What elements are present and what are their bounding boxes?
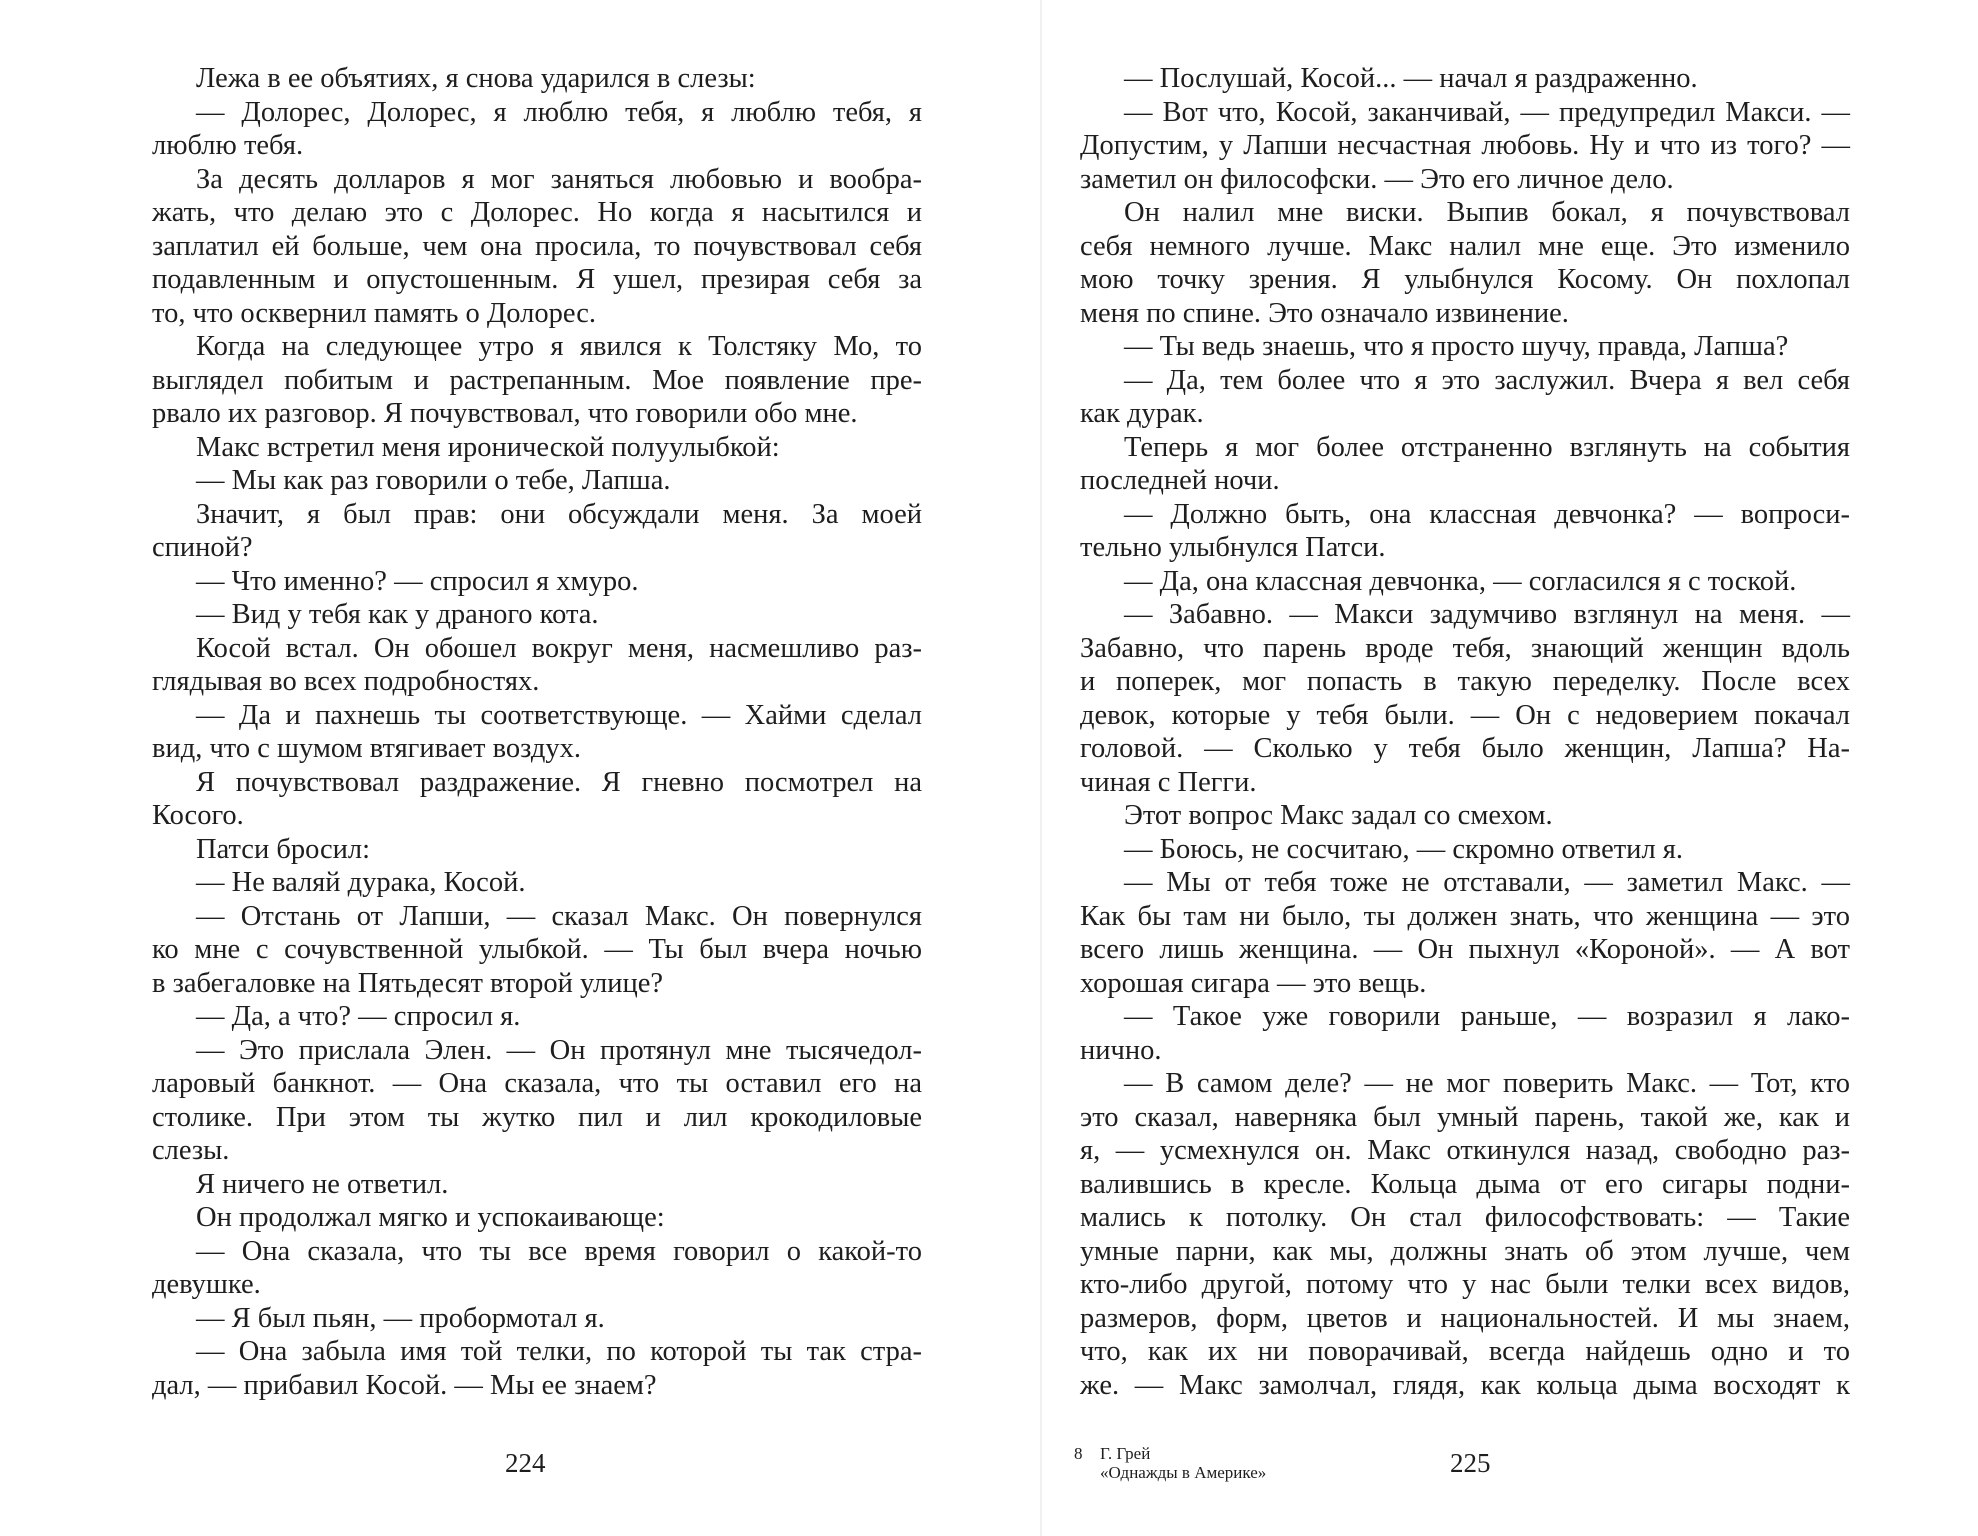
- left-text-line: — Вид у тебя как у драного кота.: [196, 599, 599, 630]
- left-text-line: подавленным и опустошенным. Я ушел, презирая себя за: [152, 264, 922, 295]
- left-text-line: спиной?: [152, 532, 253, 563]
- right-text-line: — Да, тем более что я это заслужил. Вчера я вел себя: [1124, 364, 1850, 396]
- right-text-line: же. — Макс замолчал, глядя, как кольца дыма восходят к: [1080, 1369, 1850, 1401]
- left-text-line: девушке.: [152, 1269, 261, 1300]
- right-text-line: меня по спине. Это означало извинение.: [1080, 297, 1569, 329]
- right-text-line: валившись в кресле. Кольца дыма от его сигары подни-: [1080, 1168, 1850, 1200]
- right-text-line: умные парни, как мы, должны знать об этом лучше, чем: [1080, 1235, 1850, 1267]
- right-text-line: Забавно, что парень вроде тебя, знающий женщин вдоль: [1080, 632, 1850, 664]
- right-text-line: — Ты ведь знаешь, что я просто шучу, правда, Лапша?: [1124, 331, 1789, 362]
- right-text-line: — Мы от тебя тоже не отставали, — заметил Макс. —: [1124, 867, 1850, 898]
- left-text-line: дал, — прибавил Косой. — Мы ее знаем?: [152, 1369, 657, 1401]
- left-text-line: вид, что с шумом втягивает воздух.: [152, 733, 581, 764]
- right-text-line: Теперь я мог более отстраненно взглянуть на события: [1124, 431, 1850, 463]
- left-text-line: ларовый банкнот. — Она сказала, что ты оставил его на: [152, 1068, 922, 1099]
- left-text-line: — Отстань от Лапши, — сказал Макс. Он повернулся: [196, 900, 922, 932]
- right-text-line: размеров, форм, цветов и национальностей. И мы знаем,: [1080, 1302, 1850, 1334]
- left-text-line: ко мне с сочувственной улыбкой. — Ты был вчера ночью: [152, 934, 922, 965]
- right-text-line: как дурак.: [1080, 398, 1204, 429]
- left-text-line: — Не валяй дурака, Косой.: [196, 867, 526, 898]
- left-text-line: Патси бросил:: [196, 833, 371, 865]
- right-text-line: нично.: [1080, 1034, 1162, 1066]
- left-text-line: слезы.: [152, 1135, 230, 1166]
- left-text-line: рвало их разговор. Я почувствовал, что говорили обо мне.: [152, 398, 858, 429]
- right-text-line: головой. — Сколько у тебя было женщин, Лапша? На-: [1080, 733, 1850, 764]
- left-text-line: — Да и пахнешь ты соответствующе. — Хайми сделал: [196, 699, 922, 731]
- left-text-line: Я почувствовал раздражение. Я гневно посмотрел на: [196, 766, 922, 798]
- left-text-line: Макс встретил меня иронической полуулыбкой:: [196, 431, 780, 463]
- right-text-line: девок, которые у тебя были. — Он с недоверием покачал: [1080, 699, 1850, 731]
- right-text-line: Как бы там ни было, ты должен знать, что женщина — это: [1080, 900, 1850, 932]
- left-text-line: За десять долларов я мог заняться любовью и вообра-: [196, 163, 922, 195]
- left-text-line: столике. При этом ты жутко пил и лил крокодиловые: [152, 1101, 922, 1133]
- left-text-line: — Она сказала, что ты все время говорил о какой-то: [196, 1235, 922, 1267]
- right-text-line: и поперек, мог попасть в такую переделку. После всех: [1080, 666, 1850, 697]
- left-text-line: — Она забыла имя той телки, по которой ты так стра-: [196, 1336, 922, 1367]
- left-text-line: жать, что делаю это с Долорес. Но когда я насытился и: [152, 197, 922, 228]
- right-text-line: себя немного лучше. Макс налил мне еще. Это изменило: [1080, 230, 1850, 262]
- right-text-line: я, — усмехнулся он. Макс откинулся назад, свободно раз-: [1080, 1135, 1850, 1166]
- right-page-number: 225: [1450, 1448, 1491, 1478]
- left-text-line: Он продолжал мягко и успокаивающе:: [196, 1202, 665, 1233]
- left-text-line: Косого.: [152, 800, 244, 831]
- signature-title: «Однажды в Америке»: [1100, 1463, 1267, 1482]
- right-text-line: заметил он философски. — Это его личное дело.: [1080, 163, 1674, 195]
- left-text-line: то, что осквернил память о Долорес.: [152, 297, 597, 329]
- signature-sheet-number: 8: [1074, 1444, 1083, 1463]
- right-text-line: — Послушай, Косой... — начал я раздраженно.: [1124, 63, 1698, 94]
- right-text-line: Этот вопрос Макс задал со смехом.: [1124, 800, 1553, 831]
- left-text-line: заплатил ей больше, чем она просила, то почувствовал себя: [152, 230, 922, 262]
- left-page-number: 224: [505, 1448, 546, 1478]
- right-text-line: кто-либо другой, потому что у нас были телки всех видов,: [1080, 1269, 1850, 1300]
- left-text-line: глядывая во всех подробностях.: [152, 666, 540, 697]
- left-text-line: в забегаловке на Пятьдесят второй улице?: [152, 967, 664, 999]
- right-text-line: — Забавно. — Макси задумчиво взглянул на меня. —: [1124, 599, 1850, 630]
- right-text-line: чиная с Пегги.: [1080, 766, 1257, 798]
- right-text-line: мались к потолку. Он стал философствовать: — Такие: [1080, 1202, 1850, 1233]
- left-text-line: люблю тебя.: [152, 130, 304, 161]
- right-text-line: что, как их ни поворачивай, всегда найдешь одно и то: [1080, 1336, 1850, 1367]
- left-text-line: — Я был пьян, — пробормотал я.: [196, 1302, 605, 1334]
- right-page-text: [1080, 62, 1850, 1402]
- right-text-line: последней ночи.: [1080, 465, 1280, 496]
- right-text-line: всего лишь женщина. — Он пыхнул «Короной». — А вот: [1080, 934, 1850, 965]
- left-text-line: Косой встал. Он обошел вокруг меня, насмешливо раз-: [196, 632, 922, 664]
- left-page: [152, 62, 922, 1402]
- right-text-line: тельно улыбнулся Патси.: [1080, 532, 1386, 563]
- page-gutter: [1040, 0, 1042, 1536]
- left-page-text: [152, 62, 922, 1402]
- right-text-line: хорошая сигара — это вещь.: [1080, 967, 1427, 999]
- right-text-line: это сказал, наверняка был умный парень, такой же, как и: [1080, 1101, 1850, 1133]
- left-text-line: — Что именно? — спросил я хмуро.: [196, 565, 639, 597]
- right-text-line: Он налил мне виски. Выпив бокал, я почувствовал: [1124, 197, 1850, 228]
- right-text-line: — Вот что, Косой, заканчивай, — предупредил Макси. —: [1124, 96, 1850, 128]
- right-text-line: — Должно быть, она классная девчонка? — вопроси-: [1124, 498, 1850, 530]
- printer-signature: [1074, 1444, 1266, 1482]
- left-text-line: Лежа в ее объятиях, я снова ударился в слезы:: [196, 63, 756, 94]
- left-text-line: Когда на следующее утро я явился к Толстяку Мо, то: [196, 331, 922, 362]
- right-text-line: — Боюсь, не сосчитаю, — скромно ответил я.: [1124, 833, 1684, 865]
- signature-author: Г. Грей: [1100, 1444, 1151, 1463]
- right-page: [1080, 62, 1850, 1402]
- left-text-line: Я ничего не ответил.: [196, 1168, 449, 1200]
- left-text-line: — Мы как раз говорили о тебе, Лапша.: [196, 465, 671, 496]
- left-text-line: — Да, а что? — спросил я.: [196, 1001, 521, 1032]
- right-text-line: Допустим, у Лапши несчастная любовь. Ну и что из того? —: [1080, 130, 1850, 161]
- right-text-line: — Такое уже говорили раньше, — возразил я лако-: [1124, 1001, 1850, 1032]
- left-text-line: — Долорес, Долорес, я люблю тебя, я люблю тебя, я: [196, 96, 922, 128]
- right-text-line: — В самом деле? — не мог поверить Макс. — Тот, кто: [1124, 1068, 1850, 1099]
- left-text-line: выглядел побитым и растрепанным. Мое появление пре-: [152, 364, 922, 396]
- left-text-line: Значит, я был прав: они обсуждали меня. За моей: [196, 498, 922, 530]
- right-text-line: мою точку зрения. Я улыбнулся Косому. Он похлопал: [1080, 264, 1850, 295]
- left-text-line: — Это прислала Элен. — Он протянул мне тысячедол-: [196, 1034, 922, 1066]
- right-text-line: — Да, она классная девчонка, — согласился я с тоской.: [1124, 565, 1797, 597]
